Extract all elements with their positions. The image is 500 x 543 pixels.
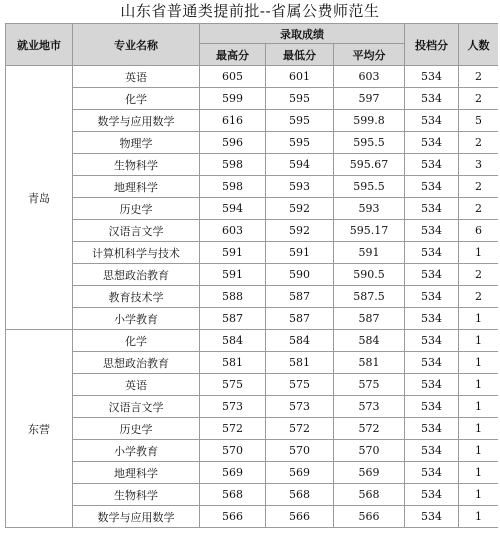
count-cell: 2 [459, 132, 499, 154]
count-cell: 1 [459, 374, 499, 396]
line-cell: 534 [405, 242, 459, 264]
major-cell: 生物科学 [73, 484, 200, 506]
avg-cell: 587 [334, 308, 405, 330]
min-cell: 593 [266, 176, 334, 198]
avg-cell: 603 [334, 66, 405, 88]
major-cell: 英语 [73, 374, 200, 396]
min-cell: 601 [266, 66, 334, 88]
table-row [6, 352, 499, 374]
table-body [6, 66, 499, 528]
count-cell: 1 [459, 462, 499, 484]
max-cell: 598 [200, 154, 266, 176]
major-cell: 数学与应用数学 [73, 506, 200, 528]
header-score-group: 录取成绩 [200, 24, 405, 44]
page-title: 山东省普通类提前批--省属公费师范生 [120, 2, 380, 20]
table-header-row [6, 24, 499, 44]
line-cell: 534 [405, 110, 459, 132]
city-cell: 青岛 [6, 66, 73, 330]
count-cell: 2 [459, 198, 499, 220]
avg-cell: 566 [334, 506, 405, 528]
major-cell: 思想政治教育 [73, 264, 200, 286]
count-cell: 2 [459, 176, 499, 198]
header-min: 最低分 [266, 44, 334, 66]
city-cell: 东营 [6, 330, 73, 528]
min-cell: 581 [266, 352, 334, 374]
max-cell: 591 [200, 242, 266, 264]
major-cell: 小学教育 [73, 308, 200, 330]
table-row [6, 418, 499, 440]
min-cell: 595 [266, 110, 334, 132]
count-cell: 1 [459, 396, 499, 418]
max-cell: 596 [200, 132, 266, 154]
count-cell: 1 [459, 308, 499, 330]
max-cell: 573 [200, 396, 266, 418]
table-row [6, 110, 499, 132]
count-cell: 6 [459, 220, 499, 242]
count-cell: 2 [459, 286, 499, 308]
count-cell: 1 [459, 440, 499, 462]
major-cell: 数学与应用数学 [73, 110, 200, 132]
count-cell: 3 [459, 154, 499, 176]
max-cell: 594 [200, 198, 266, 220]
count-cell: 1 [459, 484, 499, 506]
table-row [6, 462, 499, 484]
avg-cell: 597 [334, 88, 405, 110]
line-cell: 534 [405, 308, 459, 330]
header-max: 最高分 [200, 44, 266, 66]
max-cell: 569 [200, 462, 266, 484]
min-cell: 592 [266, 198, 334, 220]
line-cell: 534 [405, 286, 459, 308]
major-cell: 教育技术学 [73, 286, 200, 308]
line-cell: 534 [405, 462, 459, 484]
major-cell: 小学教育 [73, 440, 200, 462]
max-cell: 584 [200, 330, 266, 352]
avg-cell: 595.5 [334, 132, 405, 154]
major-cell: 汉语言文学 [73, 396, 200, 418]
line-cell: 534 [405, 154, 459, 176]
header-line: 投档分 [405, 24, 459, 66]
count-cell: 1 [459, 242, 499, 264]
avg-cell: 599.8 [334, 110, 405, 132]
line-cell: 534 [405, 330, 459, 352]
avg-cell: 595.5 [334, 176, 405, 198]
min-cell: 587 [266, 308, 334, 330]
min-cell: 591 [266, 242, 334, 264]
major-cell: 生物科学 [73, 154, 200, 176]
table-row [6, 308, 499, 330]
count-cell: 2 [459, 66, 499, 88]
table-row [6, 132, 499, 154]
major-cell: 地理科学 [73, 462, 200, 484]
line-cell: 534 [405, 484, 459, 506]
table-row [6, 440, 499, 462]
table-row [6, 506, 499, 528]
max-cell: 599 [200, 88, 266, 110]
table-row [6, 220, 499, 242]
header-major: 专业名称 [73, 24, 200, 66]
admission-table-container [5, 23, 498, 543]
min-cell: 592 [266, 220, 334, 242]
admission-table [5, 23, 498, 528]
min-cell: 570 [266, 440, 334, 462]
max-cell: 572 [200, 418, 266, 440]
min-cell: 573 [266, 396, 334, 418]
count-cell: 1 [459, 418, 499, 440]
line-cell: 534 [405, 264, 459, 286]
max-cell: 575 [200, 374, 266, 396]
avg-cell: 587.5 [334, 286, 405, 308]
table-row [6, 154, 499, 176]
max-cell: 588 [200, 286, 266, 308]
max-cell: 605 [200, 66, 266, 88]
major-cell: 化学 [73, 88, 200, 110]
avg-cell: 590.5 [334, 264, 405, 286]
major-cell: 汉语言文学 [73, 220, 200, 242]
count-cell: 1 [459, 352, 499, 374]
line-cell: 534 [405, 506, 459, 528]
avg-cell: 570 [334, 440, 405, 462]
max-cell: 598 [200, 176, 266, 198]
max-cell: 581 [200, 352, 266, 374]
table-row [6, 66, 499, 88]
max-cell: 568 [200, 484, 266, 506]
major-cell: 历史学 [73, 198, 200, 220]
line-cell: 534 [405, 198, 459, 220]
avg-cell: 568 [334, 484, 405, 506]
count-cell: 5 [459, 110, 499, 132]
major-cell: 历史学 [73, 418, 200, 440]
table-row [6, 396, 499, 418]
line-cell: 534 [405, 396, 459, 418]
line-cell: 534 [405, 352, 459, 374]
max-cell: 566 [200, 506, 266, 528]
avg-cell: 584 [334, 330, 405, 352]
table-row [6, 374, 499, 396]
table-row [6, 286, 499, 308]
avg-cell: 593 [334, 198, 405, 220]
avg-cell: 575 [334, 374, 405, 396]
count-cell: 2 [459, 88, 499, 110]
avg-cell: 573 [334, 396, 405, 418]
line-cell: 534 [405, 418, 459, 440]
table-row [6, 484, 499, 506]
line-cell: 534 [405, 132, 459, 154]
avg-cell: 595.17 [334, 220, 405, 242]
min-cell: 594 [266, 154, 334, 176]
max-cell: 603 [200, 220, 266, 242]
min-cell: 595 [266, 88, 334, 110]
max-cell: 591 [200, 264, 266, 286]
count-cell: 1 [459, 330, 499, 352]
avg-cell: 591 [334, 242, 405, 264]
min-cell: 584 [266, 330, 334, 352]
line-cell: 534 [405, 88, 459, 110]
table-row [6, 88, 499, 110]
avg-cell: 595.67 [334, 154, 405, 176]
line-cell: 534 [405, 66, 459, 88]
max-cell: 587 [200, 308, 266, 330]
line-cell: 534 [405, 220, 459, 242]
avg-cell: 581 [334, 352, 405, 374]
count-cell: 1 [459, 506, 499, 528]
avg-cell: 572 [334, 418, 405, 440]
line-cell: 534 [405, 176, 459, 198]
count-cell: 2 [459, 264, 499, 286]
major-cell: 计算机科学与技术 [73, 242, 200, 264]
min-cell: 587 [266, 286, 334, 308]
major-cell: 化学 [73, 330, 200, 352]
min-cell: 572 [266, 418, 334, 440]
avg-cell: 569 [334, 462, 405, 484]
table-row [6, 198, 499, 220]
line-cell: 534 [405, 374, 459, 396]
min-cell: 566 [266, 506, 334, 528]
major-cell: 地理科学 [73, 176, 200, 198]
table-row [6, 242, 499, 264]
header-count: 人数 [459, 24, 499, 66]
major-cell: 物理学 [73, 132, 200, 154]
header-avg: 平均分 [334, 44, 405, 66]
major-cell: 思想政治教育 [73, 352, 200, 374]
table-row [6, 264, 499, 286]
min-cell: 568 [266, 484, 334, 506]
min-cell: 590 [266, 264, 334, 286]
max-cell: 616 [200, 110, 266, 132]
major-cell: 英语 [73, 66, 200, 88]
min-cell: 575 [266, 374, 334, 396]
header-city: 就业地市 [6, 24, 73, 66]
line-cell: 534 [405, 440, 459, 462]
table-row [6, 176, 499, 198]
table-row [6, 330, 499, 352]
max-cell: 570 [200, 440, 266, 462]
min-cell: 595 [266, 132, 334, 154]
min-cell: 569 [266, 462, 334, 484]
